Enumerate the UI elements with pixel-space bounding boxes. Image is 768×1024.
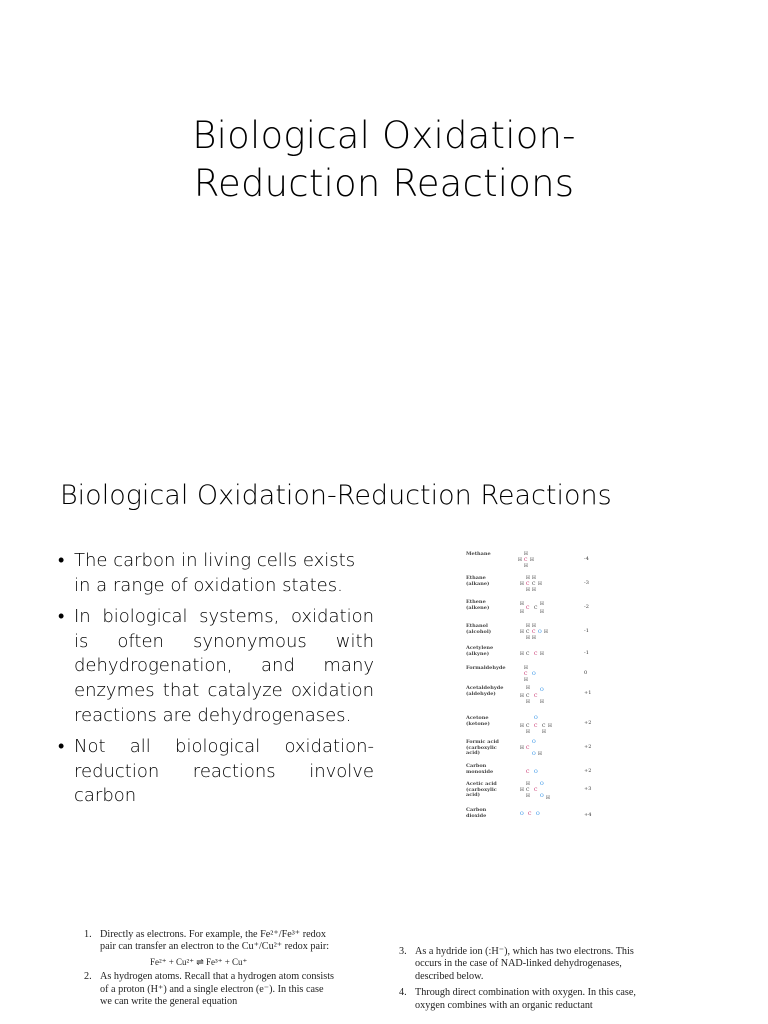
oxidation-number: -2 [584, 604, 589, 610]
oxidation-number: +4 [584, 812, 592, 818]
atom-symbol: C [534, 694, 538, 699]
atom-symbol: C [526, 694, 530, 699]
structural-formula [518, 808, 566, 826]
item-text: As a hydride ion (:H⁻), which has two electrons. This occurs in the case of NAD-linked dehydrogenases, described below. [415, 946, 634, 982]
structural-formula [518, 646, 566, 664]
atom-symbol: C [526, 770, 530, 775]
atom-symbol: C [524, 558, 528, 563]
atom-symbol: H [526, 576, 530, 581]
atom-symbol: O [540, 794, 544, 799]
atom-symbol: C [526, 606, 530, 611]
atom-symbol: O [540, 782, 544, 787]
structural-formula [518, 576, 566, 594]
bullet-item: • In biological systems, oxidation is often synonymous with dehydrogenation, and many enzymes that catalyze oxidation reactions are dehydrogenases. [58, 605, 374, 728]
oxidation-number: +2 [584, 744, 592, 750]
structural-formula [518, 686, 566, 704]
textbook-excerpt-left [84, 929, 334, 1008]
atom-symbol: C [532, 582, 536, 587]
atom-symbol: O [532, 672, 536, 677]
slide-title-line-2: Reduction Reactions [193, 162, 575, 205]
structural-formula [518, 764, 566, 782]
oxidation-number: -1 [584, 628, 589, 634]
atom-symbol: H [524, 666, 528, 671]
atom-symbol: C [526, 652, 530, 657]
atom-symbol: H [520, 788, 524, 793]
atom-symbol: H [526, 700, 530, 705]
atom-symbol: C [524, 672, 528, 677]
compound-name: Acetylene (alkyne) [466, 645, 494, 657]
oxidation-row [462, 646, 594, 666]
atom-symbol: O [536, 812, 540, 817]
atom-symbol: H [548, 724, 552, 729]
atom-symbol: H [540, 610, 544, 615]
oxidation-row [462, 716, 594, 736]
oxidation-row [462, 624, 594, 644]
atom-symbol: C [534, 652, 538, 657]
bullet-item: • The carbon in living cells exists in a range of oxidation states. [58, 549, 374, 598]
atom-symbol: H [518, 558, 522, 563]
item-text: As hydrogen atoms. Recall that a hydrogen atom consists of a proton (H⁺) and a single electron (e⁻). In this case we can write the general equation [100, 971, 334, 1008]
atom-symbol: O [520, 812, 524, 817]
item-number: 2. [84, 971, 92, 983]
atom-symbol: H [520, 610, 524, 615]
oxidation-row [462, 686, 594, 706]
atom-symbol: H [520, 630, 524, 635]
oxidation-number: -3 [584, 580, 589, 586]
oxidation-number: +1 [584, 690, 592, 696]
atom-symbol: C [542, 724, 546, 729]
atom-symbol: H [526, 794, 530, 799]
structural-formula [518, 782, 566, 800]
item-number: 1. [84, 929, 92, 940]
atom-symbol: H [526, 588, 530, 593]
atom-symbol: H [532, 588, 536, 593]
atom-symbol: C [534, 724, 538, 729]
oxidation-number: -4 [584, 556, 589, 562]
compound-name: Carbon dioxide [466, 807, 487, 819]
compound-name: Carbon monoxide [466, 763, 494, 775]
atom-symbol: H [526, 782, 530, 787]
atom-symbol: C [534, 788, 538, 793]
item-text: Through direct combination with oxygen. In this case, oxygen combines with an organic reductant [415, 987, 636, 1011]
structural-formula [518, 740, 566, 758]
compound-name: Acetone (ketone) [466, 715, 490, 727]
atom-symbol: H [532, 624, 536, 629]
atom-symbol: C [526, 582, 530, 587]
item-number: 3. [399, 946, 407, 957]
compound-name: Ethene (alkene) [466, 599, 490, 611]
atom-symbol: C [526, 630, 530, 635]
atom-symbol: H [544, 630, 548, 635]
oxidation-row [462, 740, 594, 760]
oxidation-number: 0 [584, 670, 588, 676]
compound-name: Formaldehyde [466, 665, 506, 671]
compound-name: Ethane (alkane) [466, 575, 490, 587]
compound-name: Acetic acid (carboxylic acid) [466, 781, 497, 798]
oxidation-state-table [462, 552, 594, 820]
atom-symbol: H [538, 582, 542, 587]
oxidation-number: +2 [584, 720, 592, 726]
atom-symbol: H [520, 746, 524, 751]
atom-symbol: H [524, 564, 528, 569]
oxidation-number: -1 [584, 650, 589, 656]
item-number: 4. [399, 987, 407, 999]
section-heading: Biological Oxidation-Reduction Reactions [60, 480, 612, 511]
atom-symbol: C [526, 746, 530, 751]
slide-title [0, 112, 768, 208]
atom-symbol: O [534, 716, 538, 721]
atom-symbol: O [540, 688, 544, 693]
atom-symbol: H [532, 576, 536, 581]
atom-symbol: H [526, 636, 530, 641]
compound-name: Ethanol (alcohol) [466, 623, 492, 635]
structural-formula [518, 600, 566, 618]
compound-name: Acetaldehyde (aldehyde) [466, 685, 504, 697]
atom-symbol: H [526, 624, 530, 629]
atom-symbol: H [520, 652, 524, 657]
oxidation-number: +2 [584, 768, 592, 774]
atom-symbol: C [534, 606, 538, 611]
slide-title-line-1: Biological Oxidation- [192, 114, 576, 157]
atom-symbol: H [538, 752, 542, 757]
atom-symbol: H [520, 582, 524, 587]
atom-symbol: O [534, 770, 538, 775]
atom-symbol: H [520, 694, 524, 699]
atom-symbol: H [540, 652, 544, 657]
atom-symbol: H [526, 686, 530, 691]
compound-name: Formic acid (carboxylic acid) [466, 739, 499, 756]
atom-symbol: C [532, 630, 536, 635]
atom-symbol: H [524, 678, 528, 683]
atom-symbol: H [530, 558, 534, 563]
bullet-list [58, 549, 374, 816]
atom-symbol: C [526, 788, 530, 793]
atom-symbol: O [532, 740, 536, 745]
oxidation-row [462, 782, 594, 802]
atom-symbol: H [526, 730, 530, 735]
textbook-item-1 [84, 929, 334, 954]
atom-symbol: H [524, 552, 528, 557]
atom-symbol: H [542, 730, 546, 735]
oxidation-row [462, 666, 594, 686]
atom-symbol: H [520, 602, 524, 607]
redox-equation: Fe²⁺ + Cu²⁺ ⇌ Fe³⁺ + Cu⁺ [150, 956, 248, 967]
atom-symbol: O [538, 630, 542, 635]
bullet-item: • Not all biological oxidation-reduction reactions involve carbon [58, 735, 374, 809]
atom-symbol: H [540, 602, 544, 607]
structural-formula [518, 716, 566, 734]
item-text: Directly as electrons. For example, the Fe²⁺/Fe³⁺ redox pair can transfer an electron to the Cu⁺/Cu²⁺ redox pair: [100, 929, 330, 953]
atom-symbol: H [540, 700, 544, 705]
compound-name: Methane [466, 551, 491, 557]
textbook-excerpt-right [399, 946, 639, 1016]
structural-formula [518, 624, 566, 642]
atom-symbol: H [520, 724, 524, 729]
oxidation-row [462, 552, 594, 572]
atom-symbol: C [526, 724, 530, 729]
textbook-item-2 [84, 971, 334, 1008]
textbook-item-3 [399, 946, 639, 983]
oxidation-number: +3 [584, 786, 592, 792]
atom-symbol: C [528, 812, 532, 817]
structural-formula [518, 552, 566, 570]
structural-formula [518, 666, 566, 684]
oxidation-row [462, 576, 594, 596]
atom-symbol: O [532, 752, 536, 757]
oxidation-row [462, 808, 594, 828]
textbook-item-4 [399, 987, 639, 1012]
atom-symbol: H [546, 796, 550, 801]
oxidation-row [462, 600, 594, 620]
atom-symbol: H [532, 636, 536, 641]
